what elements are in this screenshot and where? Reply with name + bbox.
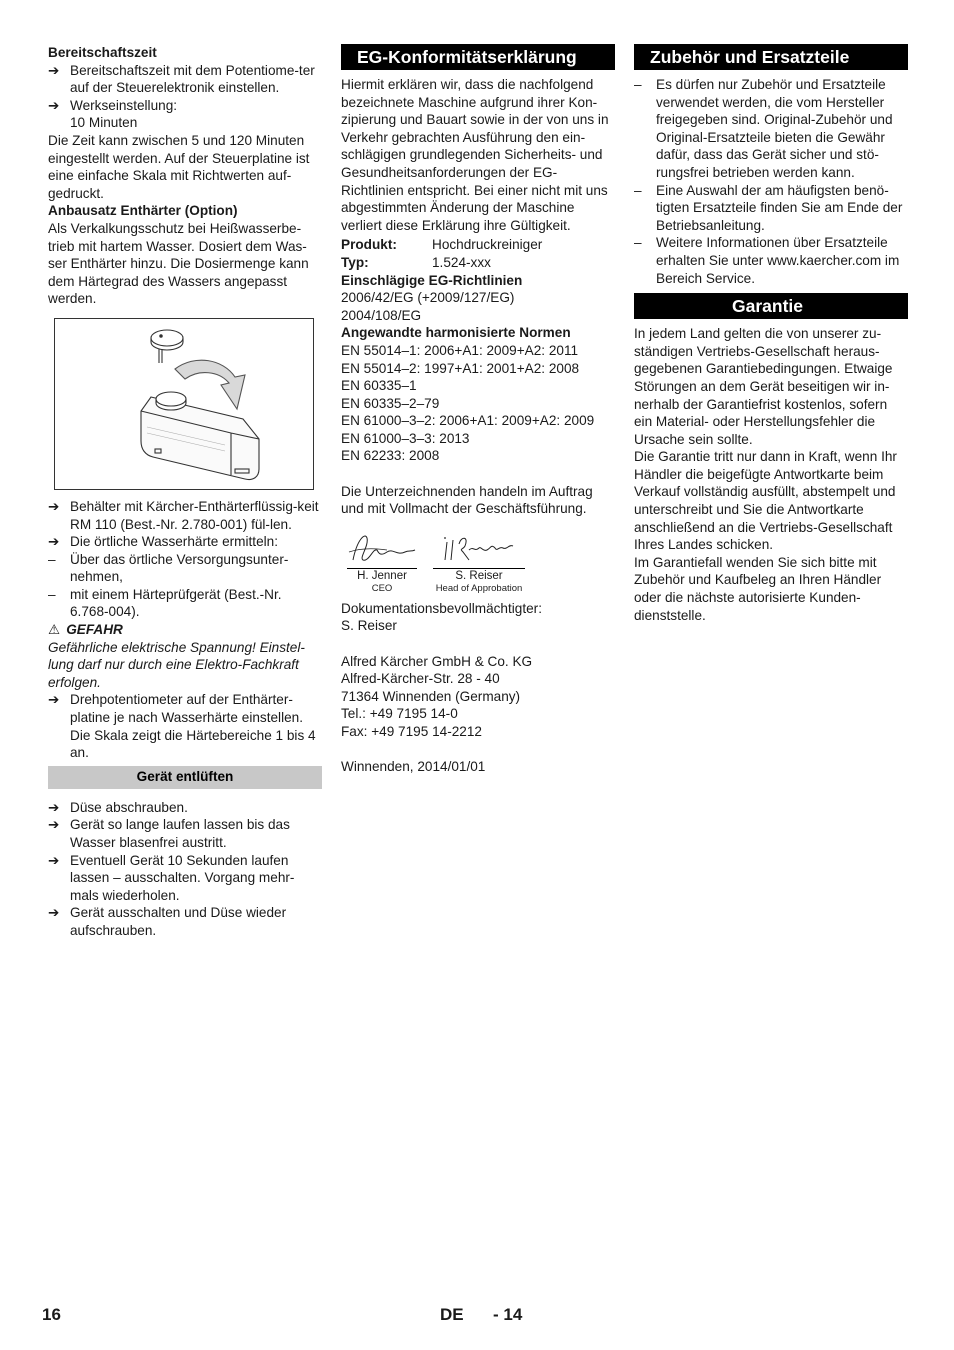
vent-heading: Gerät entlüften: [48, 766, 322, 789]
softener-steps: [48, 498, 322, 621]
arrow-right-icon: ➔: [48, 817, 60, 833]
dash-icon: –: [634, 182, 642, 198]
signature-reiser: [433, 530, 525, 595]
signer-name: S. Reiser: [433, 568, 525, 583]
standard-item: EN 61000–3–2: 2006+A1: 2009+A2: 2009: [341, 413, 595, 429]
standard-item: EN 55014–1: 2006+A1: 2009+A2: 2011: [341, 342, 579, 358]
step-text: mit einem Härteprüfgerät (Best.-Nr. 6.768-004).: [70, 586, 282, 620]
list-item: [48, 97, 322, 132]
standard-item: EN 55014–2: 1997+A1: 2001+A2: 2008: [341, 360, 580, 376]
arrow-right-icon: ➔: [48, 852, 60, 868]
signer-role: Head of Approbation: [435, 583, 523, 595]
warranty-paragraph: Im Garantiefall wenden Sie sich bitte mit Zubehör und Kaufbeleg an Ihren Händler oder die nächste autorisierte Kunden-dienststelle.: [634, 554, 882, 623]
language-code: DE: [440, 1305, 464, 1324]
signers-text: Die Unterzeichnenden handeln im Auftrag und mit Vollmacht der Geschäftsführung.: [341, 483, 593, 517]
standby-heading: Bereitschaftszeit: [48, 45, 157, 60]
softener-heading: Anbausatz Enthärter (Option): [48, 203, 238, 219]
standard-item: EN 61000–3–3: 2013: [341, 430, 470, 446]
danger-label-row: [48, 621, 322, 639]
accessories-heading: Zubehör und Ersatzteile: [634, 44, 908, 70]
step-text: Gerät ausschalten und Düse wieder aufschrauben.: [70, 905, 287, 938]
list-item: [48, 691, 322, 761]
warning-triangle-icon: ⚠: [48, 622, 61, 638]
type-row: [341, 254, 615, 272]
product-label: Produkt:: [341, 237, 397, 253]
arrow-right-icon: ➔: [48, 498, 60, 514]
list-item: [634, 182, 908, 235]
conformity-heading: EG-Konformitätserklärung: [341, 44, 615, 70]
arrow-right-icon: ➔: [48, 97, 60, 113]
danger-label: GEFAHR: [66, 622, 123, 638]
warranty-text: [634, 325, 908, 624]
step-text: Düse abschrauben.: [70, 799, 188, 815]
list-item: [48, 904, 322, 939]
list-item: [634, 234, 908, 287]
doc-name: S. Reiser: [341, 618, 397, 634]
softener-text: Als Verkalkungsschutz bei Heißwasserbe-trieb mit hartem Wasser. Dosiert dem Was-ser Enthärter hinzu. Die Dosiermenge kann dem Härtegrad des Wassers angepasst werden.: [48, 220, 309, 307]
vent-steps: [48, 799, 322, 940]
list-item: [48, 498, 322, 533]
dash-icon: –: [48, 551, 56, 567]
column-middle: [341, 44, 615, 776]
step-text: Über das örtliche Versorgungsunter-nehmen,: [70, 551, 289, 585]
warranty-heading: Garantie: [634, 293, 908, 319]
signer-name: H. Jenner: [347, 568, 417, 583]
warranty-paragraph: Die Garantie tritt nur dann in Kraft, wenn Ihr Händler die beigefügte Antwortkarte beim Verkauf vollständig ausfüllt, abstempelt und unterschreibt und Sie die Antwortkarte anschließend an die Vertriebs-Gesellschaft Ihres Landes schicken.: [634, 449, 897, 553]
step-text: Bereitschaftszeit mit dem Potentiome-ter auf der Steuerelektronik einstellen.: [70, 62, 315, 96]
standard-item: EN 60335–1: [341, 378, 417, 394]
warranty-paragraph: In jedem Land gelten die von unserer zu-ständigen Vertriebs-Gesellschaft heraus-gegebenen Garantiebedingungen. Etwaige Störungen an dem Gerät beseitigen wir in-nerhalb der Garantiefrist kostenlos, sofern ein Material- oder Herstellungsfehler die Ursache sein sollte.: [634, 326, 893, 447]
standby-text: Die Zeit kann zwischen 5 und 120 Minuten eingestellt werden. Auf der Steuerplatine ist eine einfache Skala mit Richtwerten auf-gedruckt.: [48, 132, 310, 201]
arrow-right-icon: ➔: [48, 62, 60, 78]
dash-icon: –: [634, 77, 642, 92]
signature-block: [341, 530, 615, 595]
dash-icon: –: [48, 586, 56, 602]
list-item: [634, 76, 908, 182]
product-row: [341, 236, 615, 254]
arrow-right-icon: ➔: [48, 799, 60, 815]
standby-steps: [48, 62, 322, 132]
list-item: [48, 533, 322, 551]
signature-jenner-scribble: [347, 530, 417, 564]
step-text: Eventuell Gerät 10 Sekunden laufen lassen – ausschalten. Vorgang mehr-mals wiederholen.: [70, 852, 295, 903]
directive-item: 2006/42/EG (+2009/127/EG): [341, 290, 515, 306]
accessories-list: [634, 76, 908, 287]
list-item: [48, 551, 322, 586]
page-number: 16: [42, 1305, 61, 1324]
address-line: 71364 Winnenden (Germany): [341, 688, 521, 704]
arrow-right-icon: ➔: [48, 534, 60, 550]
softener-tank-drawing: [55, 319, 313, 489]
place-date: Winnenden, 2014/01/01: [341, 759, 486, 775]
arrow-right-icon: ➔: [48, 905, 60, 921]
step-text: Gerät so lange laufen lassen bis das Wasser blasenfrei austritt.: [70, 817, 290, 850]
signer-role: CEO: [371, 583, 393, 595]
standard-item: EN 60335–2–79: [341, 395, 440, 411]
list-item: [48, 62, 322, 97]
step-text: Die örtliche Wasserhärte ermitteln:: [70, 534, 279, 550]
conformity-intro: Hiermit erklären wir, dass die nachfolgend bezeichnete Maschine aufgrund ihrer Kon-zipierung und Bauart sowie in der von uns in Verkehr gebrachten Ausführung den ein-schlägigen grundlegenden Sicherheits- und Gesundheitsanforderungen der EG-Richtlinien entspricht. Bei einer nicht mit uns abgestimmten Änderung der Maschine verliert diese Erklärung ihre Gültigkeit.: [341, 77, 609, 233]
step-text: Drehpotentiometer auf der Enthärter-platine je nach Wasserhärte einstellen. Die Skala zeigt die Härtebereiche 1 bis 4 an.: [70, 692, 316, 761]
directives-heading: Einschlägige EG-Richtlinien: [341, 272, 523, 288]
company-address: [341, 653, 615, 741]
list-item: [48, 586, 322, 621]
item-text: Eine Auswahl der am häufigsten benö-tigten Ersatzteile finden Sie am Ende der Betriebsanleitung.: [656, 182, 903, 233]
signature-jenner: [347, 530, 417, 595]
item-text: Es dürfen nur Zubehör und Ersatzteile verwendet werden, die vom Hersteller freigegeben sind. Original-Zubehör und Original-Ersatzteile bieten die Gewähr dafür, dass das Gerät sicher und stö-rungsfrei betrieben werden kann.: [656, 77, 893, 180]
signature-reiser-scribble: [433, 530, 525, 564]
softener-illustration: [54, 318, 314, 490]
column-left: [48, 44, 322, 940]
address-line: Alfred-Kärcher-Str. 28 - 40: [341, 671, 500, 687]
type-label: Typ:: [341, 254, 369, 270]
danger-text: Gefährliche elektrische Spannung! Einstel-lung darf nur durch eine Elektro-Fachkraft erfolgen.: [48, 639, 305, 690]
list-item: [48, 852, 322, 905]
item-text: Weitere Informationen über Ersatzteile erhalten Sie unter www.kaercher.com im Bereich Service.: [656, 235, 900, 286]
directive-item: 2004/108/EG: [341, 307, 422, 323]
standards-heading: Angewandte harmonisierte Normen: [341, 325, 571, 341]
product-value: Hochdruckreiniger: [432, 237, 543, 253]
sub-page-number: - 14: [493, 1305, 523, 1324]
dash-icon: –: [634, 235, 642, 251]
address-line: Tel.: +49 7195 14-0: [341, 706, 458, 722]
list-item: [48, 816, 322, 851]
doc-label: Dokumentationsbevollmächtigter:: [341, 600, 542, 616]
type-value: 1.524-xxx: [432, 254, 491, 270]
list-item: [48, 799, 322, 817]
arrow-right-icon: ➔: [48, 692, 60, 708]
address-line: Fax: +49 7195 14-2212: [341, 724, 482, 739]
standard-item: EN 62233: 2008: [341, 448, 440, 464]
column-right: [634, 44, 908, 624]
step-text: Behälter mit Kärcher-Enthärterflüssig-keit RM 110 (Best.-Nr. 2.780-001) fül-len.: [70, 498, 319, 532]
address-line: Alfred Kärcher GmbH & Co. KG: [341, 653, 533, 669]
step-text: Werkseinstellung: 10 Minuten: [70, 97, 178, 131]
